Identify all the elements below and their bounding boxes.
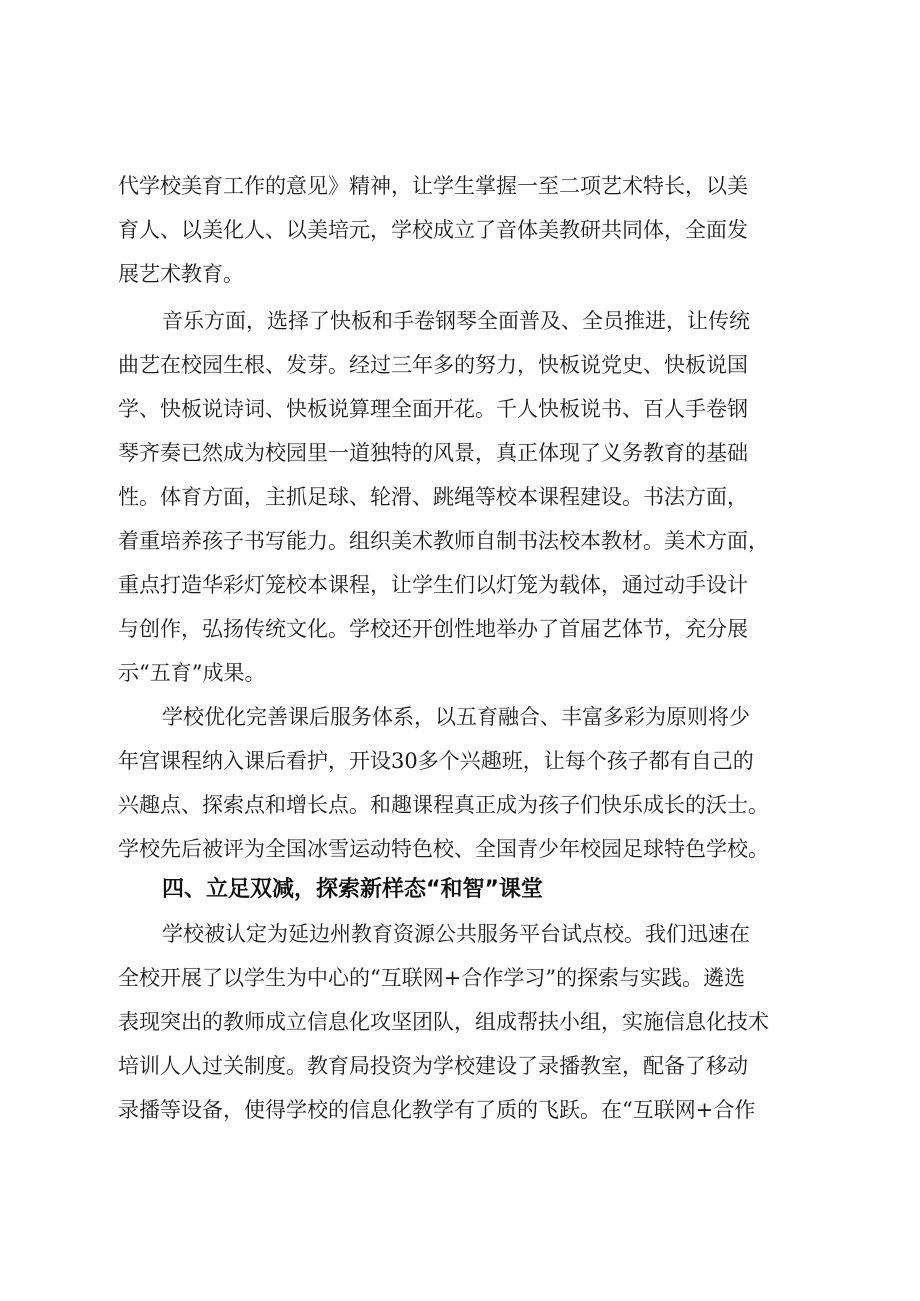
text-line: 表现突出的教师成立信息化攻坚团队，组成帮扶小组，实施信息化技术 (118, 1010, 769, 1034)
text-line: 兴趣点、探索点和增长点。和趣课程真正成为孩子们快乐成长的沃士。 (118, 793, 769, 817)
text-line: 曲艺在校园生根、发芽。经过三年多的努力，快板说党史、快板说国 (118, 353, 748, 377)
text-line: 琴齐奏已然成为校园里一道独特的风景，真正体现了义务教育的基础 (118, 441, 748, 465)
text-line: 性。体育方面，主抓足球、轮滑、跳绳等校本课程建设。书法方面， (118, 485, 748, 509)
text-line: 代学校美育工作的意见》精神，让学生掌握一至二项艺术特长，以美 (118, 174, 748, 198)
section-heading: 四、立足双减，探索新样态“和智”课堂 (162, 877, 543, 902)
text-line: 年宫课程纳入课后看护，开设30多个兴趣班，让每个孩子都有自己的 (118, 749, 754, 773)
text-line: 着重培养孩子书写能力。组织美术教师自制书法校本教材。美术方面， (118, 529, 769, 553)
text-line: 学校被认定为延边州教育资源公共服务平台试点校。我们迅速在 (162, 922, 750, 946)
text-line: 展艺术教育。 (118, 262, 244, 286)
text-line: 重点打造华彩灯笼校本课程，让学生们以灯笼为载体，通过动手设计 (118, 573, 748, 597)
text-line: 全校开展了以学生为中心的“互联网+合作学习”的探索与实践。遴选 (118, 966, 746, 990)
text-line: 学校优化完善课后服务体系，以五育融合、丰富多彩为原则将少 (162, 705, 750, 729)
text-line: 音乐方面，选择了快板和手卷钢琴全面普及、全员推进，让传统 (162, 309, 750, 333)
text-line: 与创作，弘扬传统文化。学校还开创性地举办了首届艺体节，充分展 (118, 617, 748, 641)
text-line: 示“五育”成果。 (118, 661, 266, 685)
text-line: 培训人人过关制度。教育局投资为学校建设了录播教室，配备了移动 (118, 1054, 748, 1078)
text-line: 学校先后被评为全国冰雪运动特色校、全国青少年校园足球特色学校。 (118, 837, 769, 861)
text-line: 录播等设备，使得学校的信息化教学有了质的飞跃。在“互联网+合作 (118, 1098, 756, 1122)
text-line: 学、快板说诗词、快板说算理全面开花。千人快板说书、百人手卷钢 (118, 397, 748, 421)
text-line: 育人、以美化人、以美培元，学校成立了音体美教研共同体，全面发 (118, 218, 748, 242)
